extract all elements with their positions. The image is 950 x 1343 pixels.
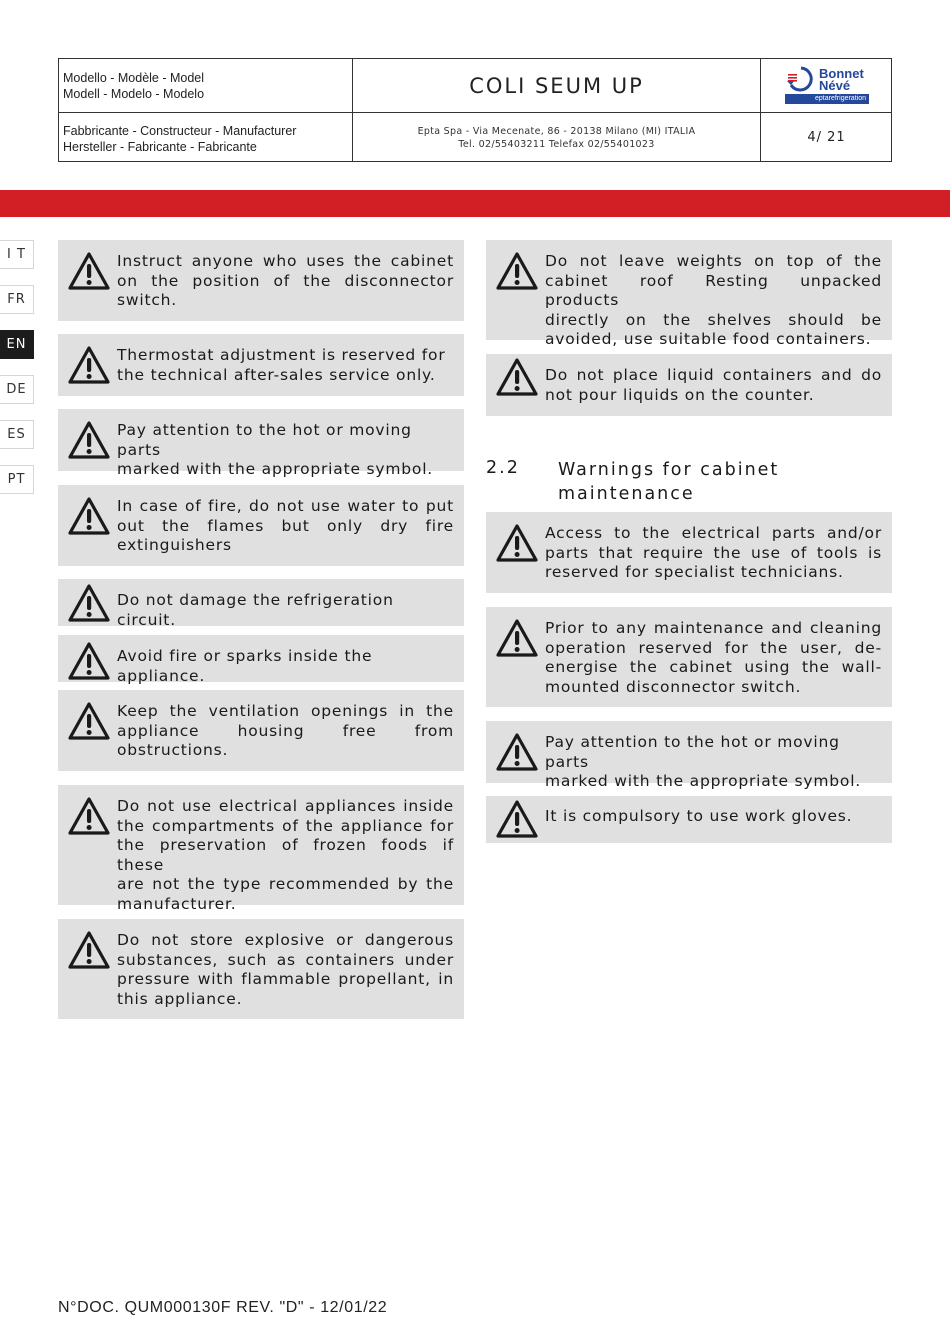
warning-line: appliance housing free from [117,721,454,740]
warning-text [545,733,882,792]
warning-line: switch. [117,291,178,309]
warning-triangle-icon [495,732,539,772]
warning-line: marked with the appropriate symbol. [545,772,862,790]
warning-text [117,702,454,761]
warning-box [58,334,464,396]
warning-line: the compartments of the appliance for [117,816,454,835]
section-title-line: Warnings for cabinet [558,460,780,480]
document-reference: N°DOC. QUM000130F REV. "D" - 12/01/22 [58,1299,388,1316]
warning-triangle-icon [495,799,539,839]
manufacturer-phone: Tel. 02/55403211 Telefax 02/55401023 [458,139,655,150]
manufacturer-label-line: Hersteller - Fabricante - Fabricante [63,140,257,154]
section-number: 2.2 [486,458,520,478]
warning-line: Instruct anyone who uses the cabinet [117,252,454,270]
logo-text: Bonnet [819,66,864,81]
warning-line: Do not leave weights on top of the [545,252,882,270]
language-tab-fr[interactable]: FR [0,285,34,314]
warning-line: avoided, use suitable food containers. [545,330,872,348]
warning-line: Prior to any maintenance and cleaning [545,619,882,637]
warning-line: Pay attention to the hot or moving parts [545,733,840,771]
model-label [63,70,204,102]
warning-box [486,721,892,790]
warning-line: parts that require the use of tools is [545,543,882,562]
language-tab-en[interactable]: EN [0,330,34,359]
warning-triangle-icon [67,420,111,460]
warning-triangle-icon [67,641,111,681]
warning-line: Pay attention to the hot or moving parts [117,421,412,459]
warning-line: the technical after-sales service only. [117,365,436,384]
section-title [558,458,858,506]
warning-line: Thermostat adjustment is reserved for [117,346,446,364]
warning-line: extinguishers [117,536,232,554]
warning-text [117,591,454,630]
warning-line: mounted disconnector switch. [545,677,802,696]
warning-text [545,807,882,827]
warning-line: Access to the electrical parts and/or [545,524,882,542]
warning-box [486,796,892,843]
warning-line: Do not damage the refrigeration circuit. [117,591,394,629]
language-tab-de[interactable]: DE [0,375,34,404]
model-label-line: Modell - Modelo - Modelo [63,87,205,101]
warning-box [486,512,892,593]
warning-triangle-icon [495,357,539,397]
manufacturer-info [353,125,760,151]
warning-line: are not the type recommended by the [117,875,454,893]
warning-line: not pour liquids on the counter. [545,385,815,404]
warning-line: manufacturer. [117,894,237,913]
warning-text [117,346,454,385]
warning-line: pressure with flammable propellant, in [117,970,454,988]
warning-line: obstructions. [117,741,229,759]
warning-line: this appliance. [117,989,243,1008]
warning-box [486,607,892,707]
warning-triangle-icon [495,523,539,563]
warning-line: operation reserved for the user, de- [545,638,882,657]
warning-box [58,919,464,1019]
warning-text [117,421,454,480]
warning-triangle-icon [67,496,111,536]
language-tab-es[interactable]: ES [0,420,34,449]
warning-box [58,579,464,629]
warning-triangle-icon [67,251,111,291]
header-divider [59,112,891,113]
warning-line: Avoid fire or sparks inside the appliance. [117,647,373,685]
warning-triangle-icon [67,796,111,836]
warning-text [545,252,882,350]
warning-box [58,635,464,685]
manufacturer-label-line: Fabbricante - Constructeur - Manufacturer [63,124,297,138]
warning-line: Do not place liquid containers and do [545,366,882,384]
document-header [58,58,892,162]
warning-line: cabinet roof Resting unpacked products [545,271,882,309]
warning-box [58,240,464,321]
warning-line: In case of fire, do not use water to put [117,497,454,515]
warning-line: out the flames but only dry fire [117,516,454,535]
warning-text [545,619,882,697]
section-title-line: maintenance [558,484,695,504]
warning-text [545,524,882,583]
warning-line: on the position of the disconnector [117,271,454,290]
logo-tagline: eptarefrigeration [785,94,869,104]
warning-text [117,797,454,914]
warning-text [117,497,454,556]
warning-line: marked with the appropriate symbol. [117,460,434,478]
warning-box [58,785,464,913]
warning-triangle-icon [495,251,539,291]
warning-text [117,252,454,311]
warning-line: It is compulsory to use work gloves. [545,807,853,825]
warning-box [58,690,464,771]
model-name: COLI SEUM UP [469,74,644,98]
logo-swirl-icon [785,65,817,93]
warning-box [58,485,464,566]
warning-line: Keep the ventilation openings in the [117,702,454,720]
warning-line: reserved for specialist technicians. [545,563,844,581]
warning-line: substances, such as containers under [117,950,454,969]
model-label-line: Modello - Modèle - Model [63,71,205,85]
warning-text [117,647,454,686]
warning-triangle-icon [67,701,111,741]
section-band [0,190,950,217]
warning-line: the preservation of frozen foods if these [117,836,454,874]
manufacturer-address: Epta Spa - Via Mecenate, 86 - 20138 Milano (MI) ITALIA [417,126,696,137]
warning-triangle-icon [67,930,111,970]
language-tab-pt[interactable]: PT [0,465,34,494]
warning-text [117,931,454,1009]
warning-box [58,409,464,478]
logo-text: Névé [819,78,851,93]
warning-triangle-icon [495,618,539,658]
logo-mark [785,65,869,105]
warning-triangle-icon [67,345,111,385]
warning-line: Do not store explosive or dangerous [117,931,454,949]
language-tab-it[interactable]: I T [0,240,34,269]
warning-box [486,240,892,348]
warning-triangle-icon [67,583,111,623]
warning-box [486,354,892,416]
manufacturer-label [63,123,296,155]
warning-text [545,366,882,405]
page-number: 4/ 21 [807,130,846,145]
brand-logo [761,59,892,112]
warning-line: Do not use electrical appliances inside [117,797,454,815]
warning-line: directly on the shelves should be [545,310,882,329]
warning-line: energise the cabinet using the wall- [545,658,882,676]
